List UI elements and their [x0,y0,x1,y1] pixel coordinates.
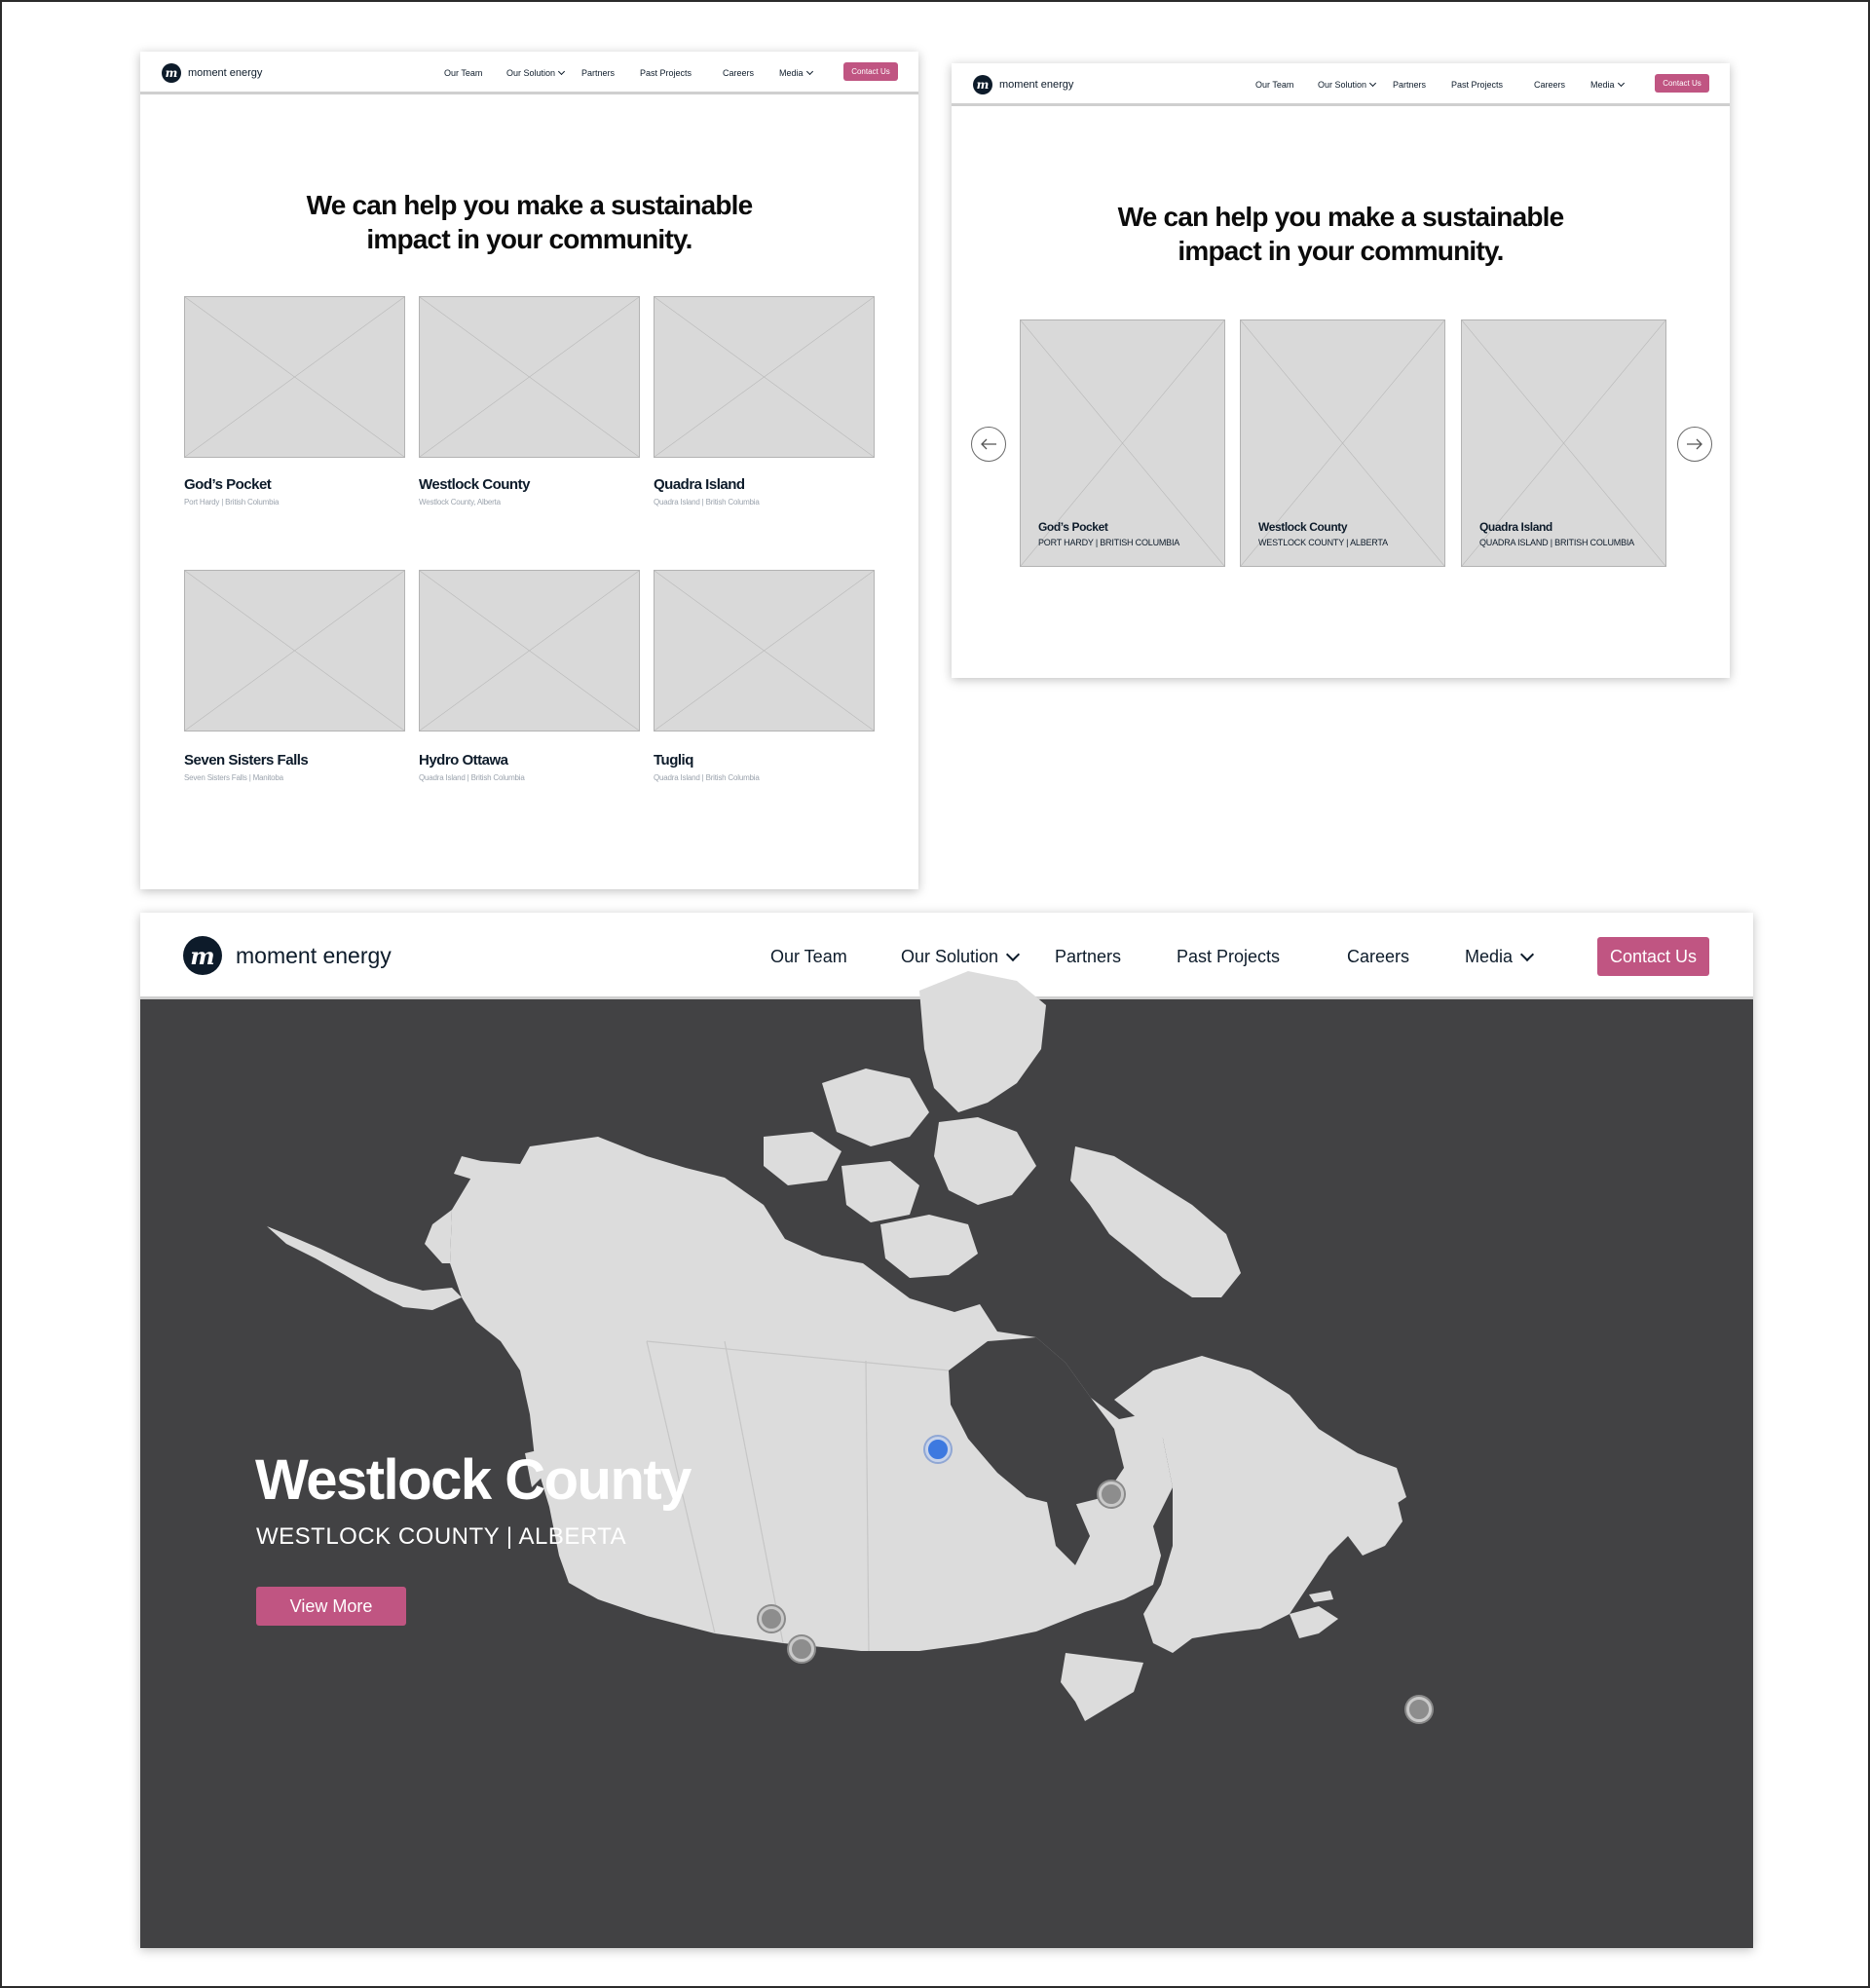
chevron-down-icon [1369,80,1376,87]
nav-past-projects[interactable]: Past Projects [640,68,692,78]
headline-line-1: We can help you make a sustainable [306,190,753,220]
contact-us-button[interactable]: Contact Us [1597,937,1709,976]
map-alaska-west [425,1210,452,1263]
nav-partners[interactable]: Partners [1055,947,1122,966]
chevron-down-icon [558,68,565,75]
nav-our-team[interactable]: Our Team [1255,80,1294,90]
nav-careers[interactable]: Careers [1534,80,1566,90]
project-image-placeholder[interactable] [654,570,875,731]
map-pin[interactable] [789,1636,814,1662]
project-title[interactable]: Seven Sisters Falls [184,752,309,769]
view-more-button[interactable]: View More [256,1587,406,1626]
map-ellesmere [919,971,1046,1112]
projects-map-page [140,913,1753,1948]
nav-careers[interactable]: Careers [1347,947,1410,966]
map-arctic-archipelago-3 [934,1117,1036,1205]
contact-us-button[interactable]: Contact Us [843,62,898,81]
brand-logo[interactable] [162,63,262,83]
project-title[interactable]: Tugliq [654,752,693,769]
nav-media-label: Media [779,68,804,78]
moment-energy-logo-icon: m [973,75,992,94]
map-arctic-archipelago-4 [842,1161,919,1222]
project-image-placeholder[interactable] [419,296,640,458]
brand-name: moment energy [236,942,392,968]
chevron-down-icon [805,68,812,75]
projects-grid-page [140,52,918,889]
map-pei [1309,1591,1333,1602]
project-location: Westlock County, Alberta [419,498,501,506]
map-baffin-island [1070,1146,1241,1297]
carousel-next-button[interactable] [1677,427,1712,462]
nav-our-solution-label: Our Solution [506,68,556,78]
nav-careers[interactable]: Careers [723,68,755,78]
project-location: Quadra Island | British Columbia [654,773,760,782]
project-title[interactable]: Hydro Ottawa [419,752,508,769]
project-location: Port Hardy | British Columbia [184,498,280,506]
slide-location: QUADRA ISLAND | BRITISH COLUMBIA [1479,538,1634,547]
nav-partners[interactable]: Partners [581,68,616,78]
canada-map [140,913,1753,1948]
map-pin[interactable] [759,1606,784,1632]
chevron-down-icon [1617,80,1624,87]
project-image-placeholder[interactable] [184,570,405,731]
projects-carousel-page [952,63,1730,678]
carousel-slide[interactable] [1240,319,1445,567]
map-pin-westlock-county[interactable] [925,1437,951,1462]
nav-our-solution[interactable] [1318,80,1375,90]
map-nova-scotia [1290,1606,1338,1638]
slide-title: Quadra Island [1479,520,1552,534]
page-headline [952,200,1730,268]
headline-line-2: impact in your community. [366,224,692,254]
project-location: WESTLOCK COUNTY | ALBERTA [256,1523,627,1550]
page-headline [140,188,918,256]
project-image-placeholder[interactable] [419,570,640,731]
nav-partners[interactable]: Partners [1393,80,1427,90]
project-location: Seven Sisters Falls | Manitoba [184,773,283,782]
brand-logo[interactable] [973,75,1073,94]
project-location: Quadra Island | British Columbia [654,498,760,506]
slide-title: God’s Pocket [1038,520,1108,534]
nav-media-label: Media [1465,947,1514,966]
nav-media-label: Media [1590,80,1615,90]
map-seward [454,1156,481,1181]
brand-name: moment energy [999,79,1074,91]
project-image-placeholder[interactable] [184,296,405,458]
project-title[interactable]: Quadra Island [654,476,745,493]
moment-energy-logo-icon: m [162,63,181,83]
brand-name: moment energy [188,67,263,79]
slide-title: Westlock County [1258,520,1348,534]
nav-media[interactable] [1590,80,1624,90]
top-nav [952,63,1730,106]
map-victoria-island [880,1215,978,1278]
map-arctic-archipelago-2 [764,1132,842,1185]
nav-media[interactable] [779,68,812,78]
map-pin[interactable] [1406,1697,1432,1722]
slide-location: WESTLOCK COUNTY | ALBERTA [1258,538,1388,547]
nav-our-solution[interactable] [506,68,564,78]
nav-past-projects[interactable]: Past Projects [1177,947,1281,966]
arrow-left-icon [980,438,997,450]
moment-energy-logo-icon: m [183,936,222,975]
nav-our-team[interactable]: Our Team [770,947,847,966]
nav-our-team[interactable]: Our Team [444,68,483,78]
contact-us-button[interactable]: Contact Us [1655,74,1709,93]
map-southern-ontario [1061,1653,1143,1721]
map-arctic-archipelago-1 [822,1069,929,1146]
headline-line-1: We can help you make a sustainable [1117,202,1564,232]
nav-our-solution-label: Our Solution [901,947,999,966]
carousel-prev-button[interactable] [971,427,1006,462]
carousel-slide[interactable] [1461,319,1666,567]
carousel-slide[interactable] [1020,319,1225,567]
project-image-placeholder[interactable] [654,296,875,458]
top-nav [140,52,918,94]
project-location: Quadra Island | British Columbia [419,773,525,782]
map-pin[interactable] [1099,1482,1124,1507]
project-title: Westlock County [255,1448,691,1512]
nav-our-solution-label: Our Solution [1318,80,1367,90]
slide-location: PORT HARDY | BRITISH COLUMBIA [1038,538,1180,547]
project-title[interactable]: God’s Pocket [184,476,272,493]
headline-line-2: impact in your community. [1178,236,1504,266]
arrow-right-icon [1686,438,1703,450]
nav-past-projects[interactable]: Past Projects [1451,80,1504,90]
project-title[interactable]: Westlock County [419,476,530,493]
